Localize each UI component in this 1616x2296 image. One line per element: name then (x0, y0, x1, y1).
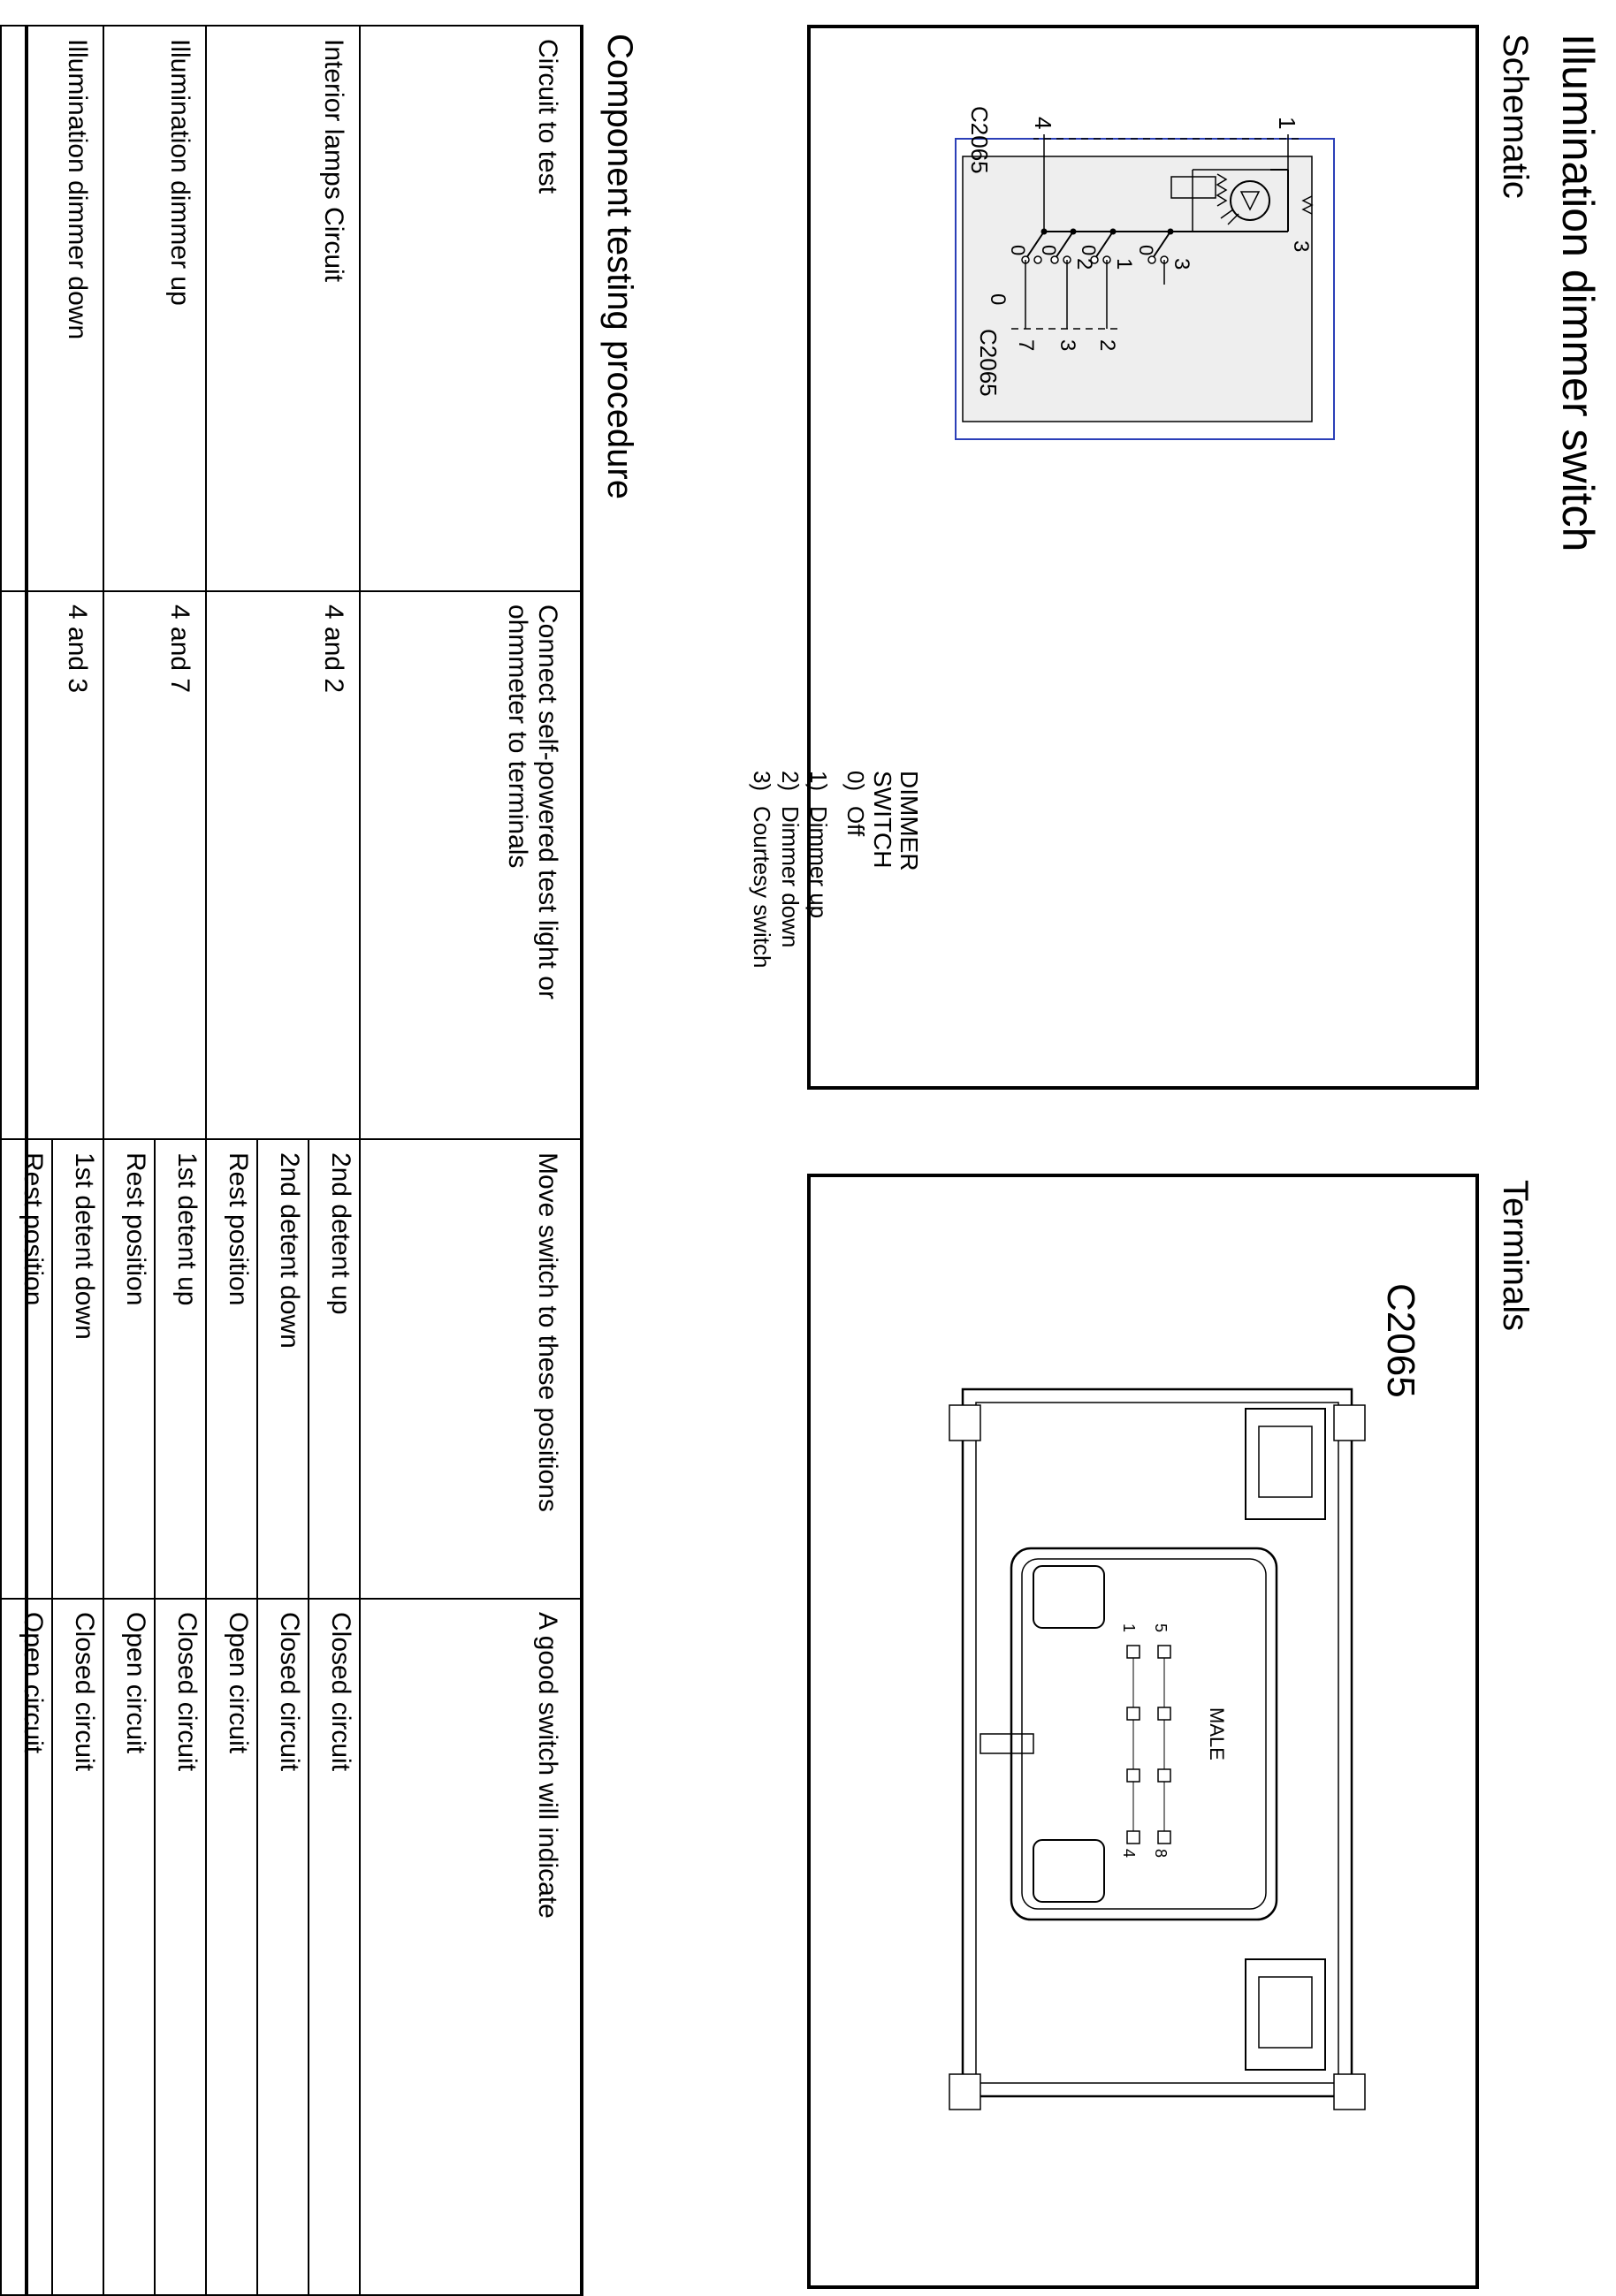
legend-num: 1) (805, 771, 832, 792)
right-pin-3: 3 (1056, 339, 1079, 352)
result-cell: Open circuit (1, 1599, 52, 2295)
position-label-0: 0 (1135, 245, 1157, 256)
position-cell: 1st detent down (52, 1139, 103, 1599)
header-positions: Move switch to these positions (360, 1139, 583, 1599)
legend-title-2: SWITCH (869, 771, 896, 869)
connector-title: C2065 (1379, 1283, 1422, 1398)
position-cell: Rest position (103, 1139, 155, 1599)
mating-face (1011, 1548, 1277, 1920)
right-pin-2: 2 (1095, 339, 1119, 352)
legend-item (747, 771, 777, 969)
switch-legend (842, 771, 923, 871)
result-cell: Closed circuit (257, 1599, 309, 2295)
right-pin-0: 0 (986, 293, 1010, 306)
result-cell: Open circuit (103, 1599, 155, 2295)
legend-label: Dimmer down (777, 806, 804, 948)
pin-array (1127, 1646, 1170, 1844)
legend-num: 3) (749, 771, 775, 792)
terminals-cell: 4 and 7 (103, 591, 206, 1139)
legend-num: 2) (777, 771, 804, 792)
connector-label-left: C2065 (966, 106, 993, 174)
pin-label-4: 4 (1030, 117, 1056, 130)
result-cell: Closed circuit (309, 1599, 360, 2295)
pin-label-5: 5 (1152, 1623, 1170, 1633)
result-cell: Closed circuit (155, 1599, 206, 2295)
legend-item (775, 771, 805, 947)
legend-item (804, 771, 834, 918)
legend-label: Courtesy switch (749, 806, 775, 969)
pin-label-8: 8 (1152, 1849, 1170, 1859)
legend-num-0: 0) (842, 771, 869, 792)
header-terminals: Connect self-powered test light or ohmmeter to terminals (360, 591, 583, 1139)
terminals-panel (807, 1174, 1479, 2289)
testing-table (0, 25, 583, 2296)
table-row (52, 26, 103, 2295)
contact-pin-2: 2 (1072, 258, 1096, 270)
right-pin-7: 7 (1014, 339, 1038, 352)
legend-label-0: Off (842, 806, 869, 837)
position-cell: 2nd detent up (309, 1139, 360, 1599)
table-row (309, 26, 360, 2295)
connector-label-right: C2065 (975, 329, 1002, 397)
legend-label: Dimmer up (805, 806, 832, 919)
pin-label-1: 1 (1274, 117, 1300, 130)
position-label-2: 0 (1038, 245, 1060, 256)
latch-top-right (1246, 1959, 1325, 2070)
table-row (155, 26, 206, 2295)
terminals-cell: 4 and 3 (1, 591, 103, 1139)
position-cell: Rest position (1, 1139, 52, 1599)
position-cell: Rest position (206, 1139, 257, 1599)
contact-pin-0: 3 (1170, 258, 1193, 270)
header-circuit: Circuit to test (360, 26, 583, 591)
circuit-cell: Illumination dimmer up (103, 26, 206, 591)
gender-label: MALE (1206, 1707, 1228, 1760)
schematic-diagram (811, 28, 1475, 1086)
terminals-cell: 4 and 2 (206, 591, 360, 1139)
table-header-row (360, 26, 583, 2295)
contact-pin-3: 3 (1289, 240, 1313, 253)
legend-title-1: DIMMER (896, 771, 923, 871)
page-title: Illumination dimmer switch (1553, 34, 1603, 552)
pin-label-4: 4 (1120, 1849, 1138, 1859)
position-cell: 2nd detent down (257, 1139, 309, 1599)
connector-drawing (811, 1177, 1475, 2285)
schematic-heading: Schematic (1496, 34, 1535, 199)
latch-top-left (1246, 1409, 1325, 1519)
contact-pin-1: 1 (1112, 258, 1136, 270)
header-result: A good switch will indicate (360, 1599, 583, 2295)
position-label-3: 0 (1007, 245, 1029, 256)
circuit-cell: Illumination dimmer down (1, 26, 103, 591)
terminals-heading: Terminals (1496, 1180, 1535, 1332)
testing-heading: Component testing procedure (600, 34, 639, 499)
pin-label-1: 1 (1120, 1623, 1138, 1633)
switch-body (963, 156, 1312, 422)
position-label-1: 0 (1078, 245, 1100, 256)
schematic-panel (749, 25, 1479, 1090)
result-cell: Open circuit (206, 1599, 257, 2295)
circuit-cell: Interior lamps Circuit (206, 26, 360, 591)
result-cell: Closed circuit (52, 1599, 103, 2295)
position-cell: 1st detent up (155, 1139, 206, 1599)
